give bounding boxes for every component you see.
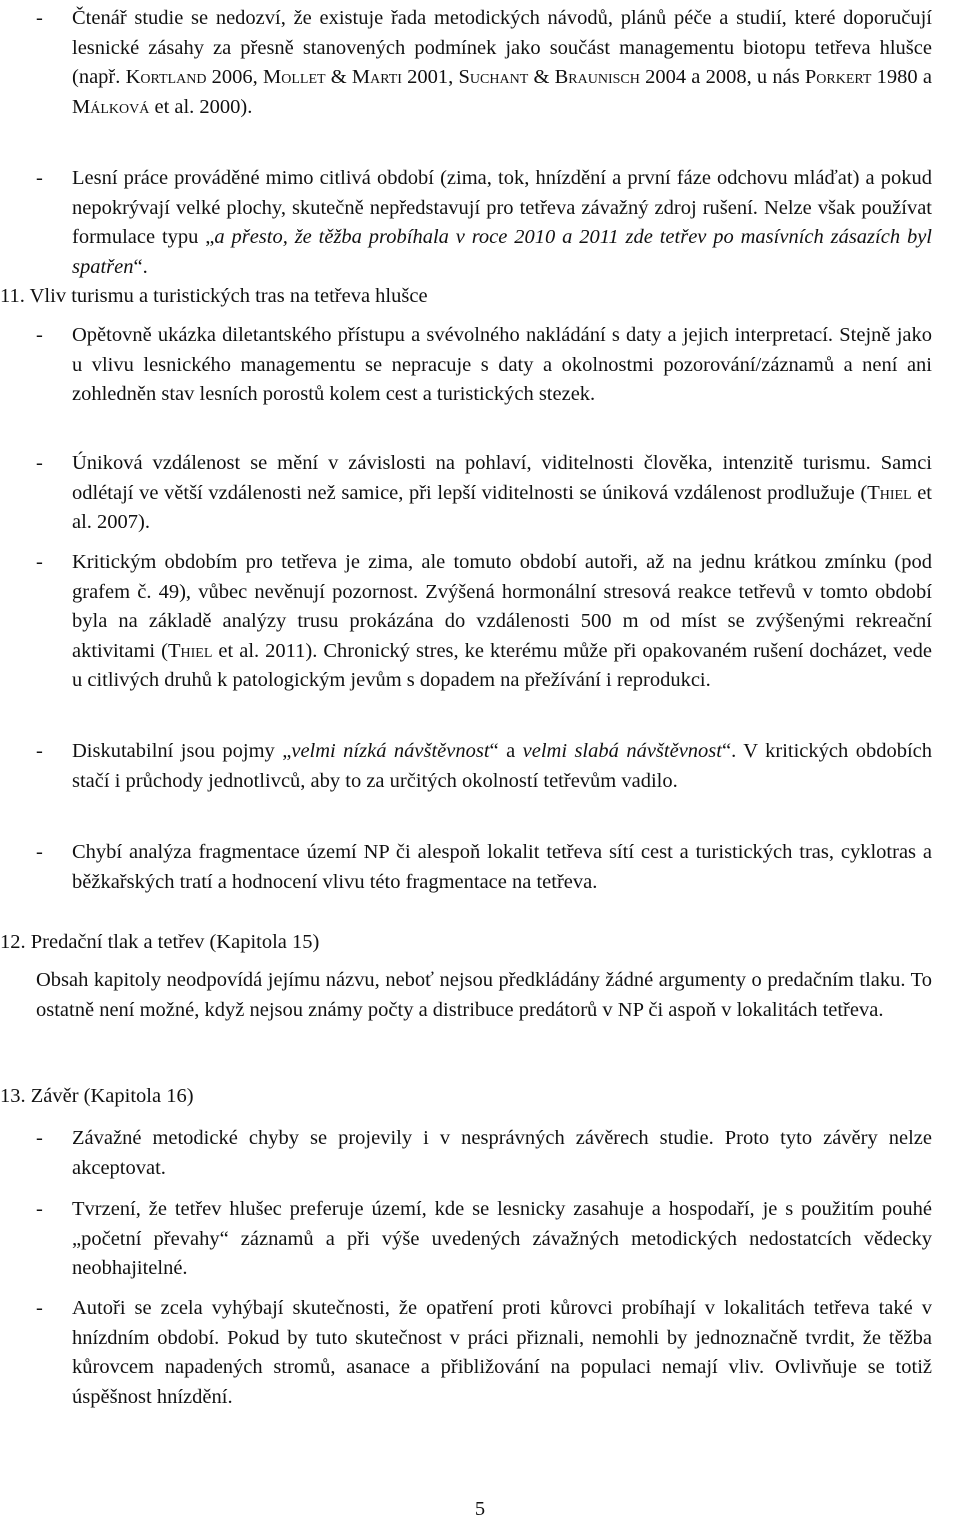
bullet-text (72, 838, 932, 897)
bullet-item (36, 737, 932, 796)
bullet-dash: - (36, 167, 43, 189)
bullet-dash: - (36, 551, 43, 573)
bullet-text (72, 4, 932, 122)
text-run: 2001, (401, 66, 459, 88)
section-heading-11: 11. Vliv turismu a turistických tras na tetřeva hlušce (0, 285, 428, 307)
bullet-dash: - (36, 1127, 43, 1149)
section-heading-12: 12. Predační tlak a tetřev (Kapitola 15) (0, 931, 320, 953)
section-heading-13: 13. Závěr (Kapitola 16) (0, 1085, 194, 1107)
text-run: “ a (489, 740, 523, 762)
text-run: “. (133, 255, 148, 278)
text-run: et al. 2007). (72, 481, 933, 533)
bullet-text (72, 164, 932, 282)
bullet-dash: - (36, 324, 43, 346)
text-run: Tvrzení, že tetřev hlušec preferuje území, kde se lesnicky zasahuje a hospodaří, je s použitím pouhé „početní převahy“ záznamů a při výše uvedených závažných metodických nedostatcích vědecky neobhajitelné. (72, 1198, 932, 1279)
text-run: et al. 2011). Chronický stres, ke kterému může při opakovaném rušení docházet, vede u citlivých druhů k patologickým jevům s dopadem na přežívání i reprodukci. (72, 639, 933, 691)
text-run: Autoři se zcela vyhýbají skutečnosti, že opatření proti kůrovci probíhají v lokalitách tetřeva také v hnízdním období. Pokud by tuto skutečnost v práci přiznali, nemohli by jednoznačně tvrdit, že těžba kůrovcem napadených stromů, asanace a přibližování na populaci nemají vliv. Ovlivňuje se totiž úspěšnost hnízdění. (72, 1297, 932, 1408)
bullet-item (36, 838, 932, 897)
author-name: Kortland (125, 66, 207, 88)
author-name: Thiel (167, 639, 213, 662)
section-12-paragraph: Obsah kapitoly neodpovídá jejímu názvu, neboť nejsou předkládány žádné argumenty o predačním tlaku. To ostatně není možné, když nejsou známy počty a distribuce predátorů v NP či aspoň v lokalitách tetřeva. (36, 969, 932, 1021)
bullet-item (36, 164, 932, 282)
bullet-text (72, 1294, 932, 1412)
author-name: Porkert (804, 66, 872, 88)
text-run: 2004 a 2008, u nás (639, 66, 805, 88)
author-name: Marti (351, 66, 402, 88)
bullet-dash: - (36, 740, 43, 762)
bullet-item (36, 1195, 932, 1284)
text-run: Diskutabilní jsou pojmy „ (72, 740, 292, 762)
text-run: Úniková vzdálenost se mění v závislosti na pohlaví, viditelnosti člověka, intenzitě turismu. Samci odlétají ve větší vzdálenosti než samice, při lepší viditelnosti se úniková vzdálenost prodlužuje ( (72, 452, 932, 504)
author-name: Suchant (458, 66, 529, 88)
bullet-text (72, 737, 932, 796)
bullet-item (36, 1294, 932, 1412)
italic-text: velmi nízká návštěvnost (291, 740, 490, 762)
bullet-item (36, 4, 932, 122)
text-run: & (528, 66, 555, 88)
text-run: Čtenář studie se nedozví, že existuje řada metodických návodů, plánů péče a studií, které doporučují lesnické zásahy za přesně stanovených podmínek jako součást managementu biotopu tetřeva hlušce (např. (72, 7, 932, 88)
bullet-dash: - (36, 1198, 43, 1220)
bullet-text (72, 1195, 932, 1284)
text-run: Kritickým obdobím pro tetřeva je zima, ale tomuto období autoři, až na jednu krátkou zmínku (pod grafem č. 49), vůbec nevěnují pozornost. Zvýšená hormonální stresová reakce tetřevů v tomto období byla na základě analýzy trusu prokázána do vzdálenosti 500 m od míst se zvýšenými rekreační aktivitami ( (72, 551, 932, 662)
author-name: Málková (72, 95, 150, 118)
bullet-dash: - (36, 452, 43, 474)
page-number: 5 (474, 1498, 486, 1520)
author-name: Braunisch (554, 66, 640, 88)
bullet-item (36, 1124, 932, 1183)
bullet-item (36, 548, 932, 696)
bullet-text (72, 321, 932, 410)
text-run: 2006, (206, 66, 263, 88)
text-run: Opětovně ukázka diletantského přístupu a svévolného nakládání s daty a jejich interpretací. Stejně jako u vlivu lesnického managementu se nepracuje s daty a okolnostmi pozorování/záznamů a není ani zohledněn stav lesních porostů kolem cest a turistických stezek. (72, 324, 932, 405)
text-run: Závažné metodické chyby se projevily i v nesprávných závěrech studie. Proto tyto závěry nelze akceptovat. (72, 1127, 932, 1179)
text-run: Chybí analýza fragmentace území NP či alespoň lokalit tetřeva sítí cest a turistických tras, cyklotras a běžkařských tratí a hodnocení vlivu této fragmentace na tetřeva. (72, 841, 932, 893)
text-run: Lesní práce prováděné mimo citlivá období (zima, tok, hnízdění a první fáze odchovu mláďat) a pokud nepokrývají velké plochy, skutečně nepředstavují pro tetřeva závažný zdroj rušení. Nelze však používat formulace typu „ (72, 167, 932, 248)
author-name: Mollet (263, 66, 326, 88)
author-name: Thiel (867, 481, 912, 504)
bullet-dash: - (36, 7, 43, 29)
bullet-text (72, 449, 932, 538)
text-run: “. V kritických obdobích stačí i průchody jednotlivců, aby to za určitých okolností tetřevům vadilo. (72, 740, 932, 792)
italic-text: a přesto, že těžba probíhala v roce 2010 a 2011 zde tetřev po masívních zásazích byl spatřen (72, 226, 932, 278)
bullet-text (72, 548, 932, 696)
bullet-item (36, 321, 932, 410)
italic-text: velmi slabá návštěvnost (522, 740, 722, 762)
text-run: & (325, 66, 352, 88)
bullet-dash: - (36, 841, 43, 863)
bullet-text (72, 1124, 932, 1183)
bullet-item (36, 449, 932, 538)
text-run: et al. 2000). (149, 95, 253, 118)
text-run: 1980 a (871, 66, 932, 88)
bullet-dash: - (36, 1297, 43, 1319)
